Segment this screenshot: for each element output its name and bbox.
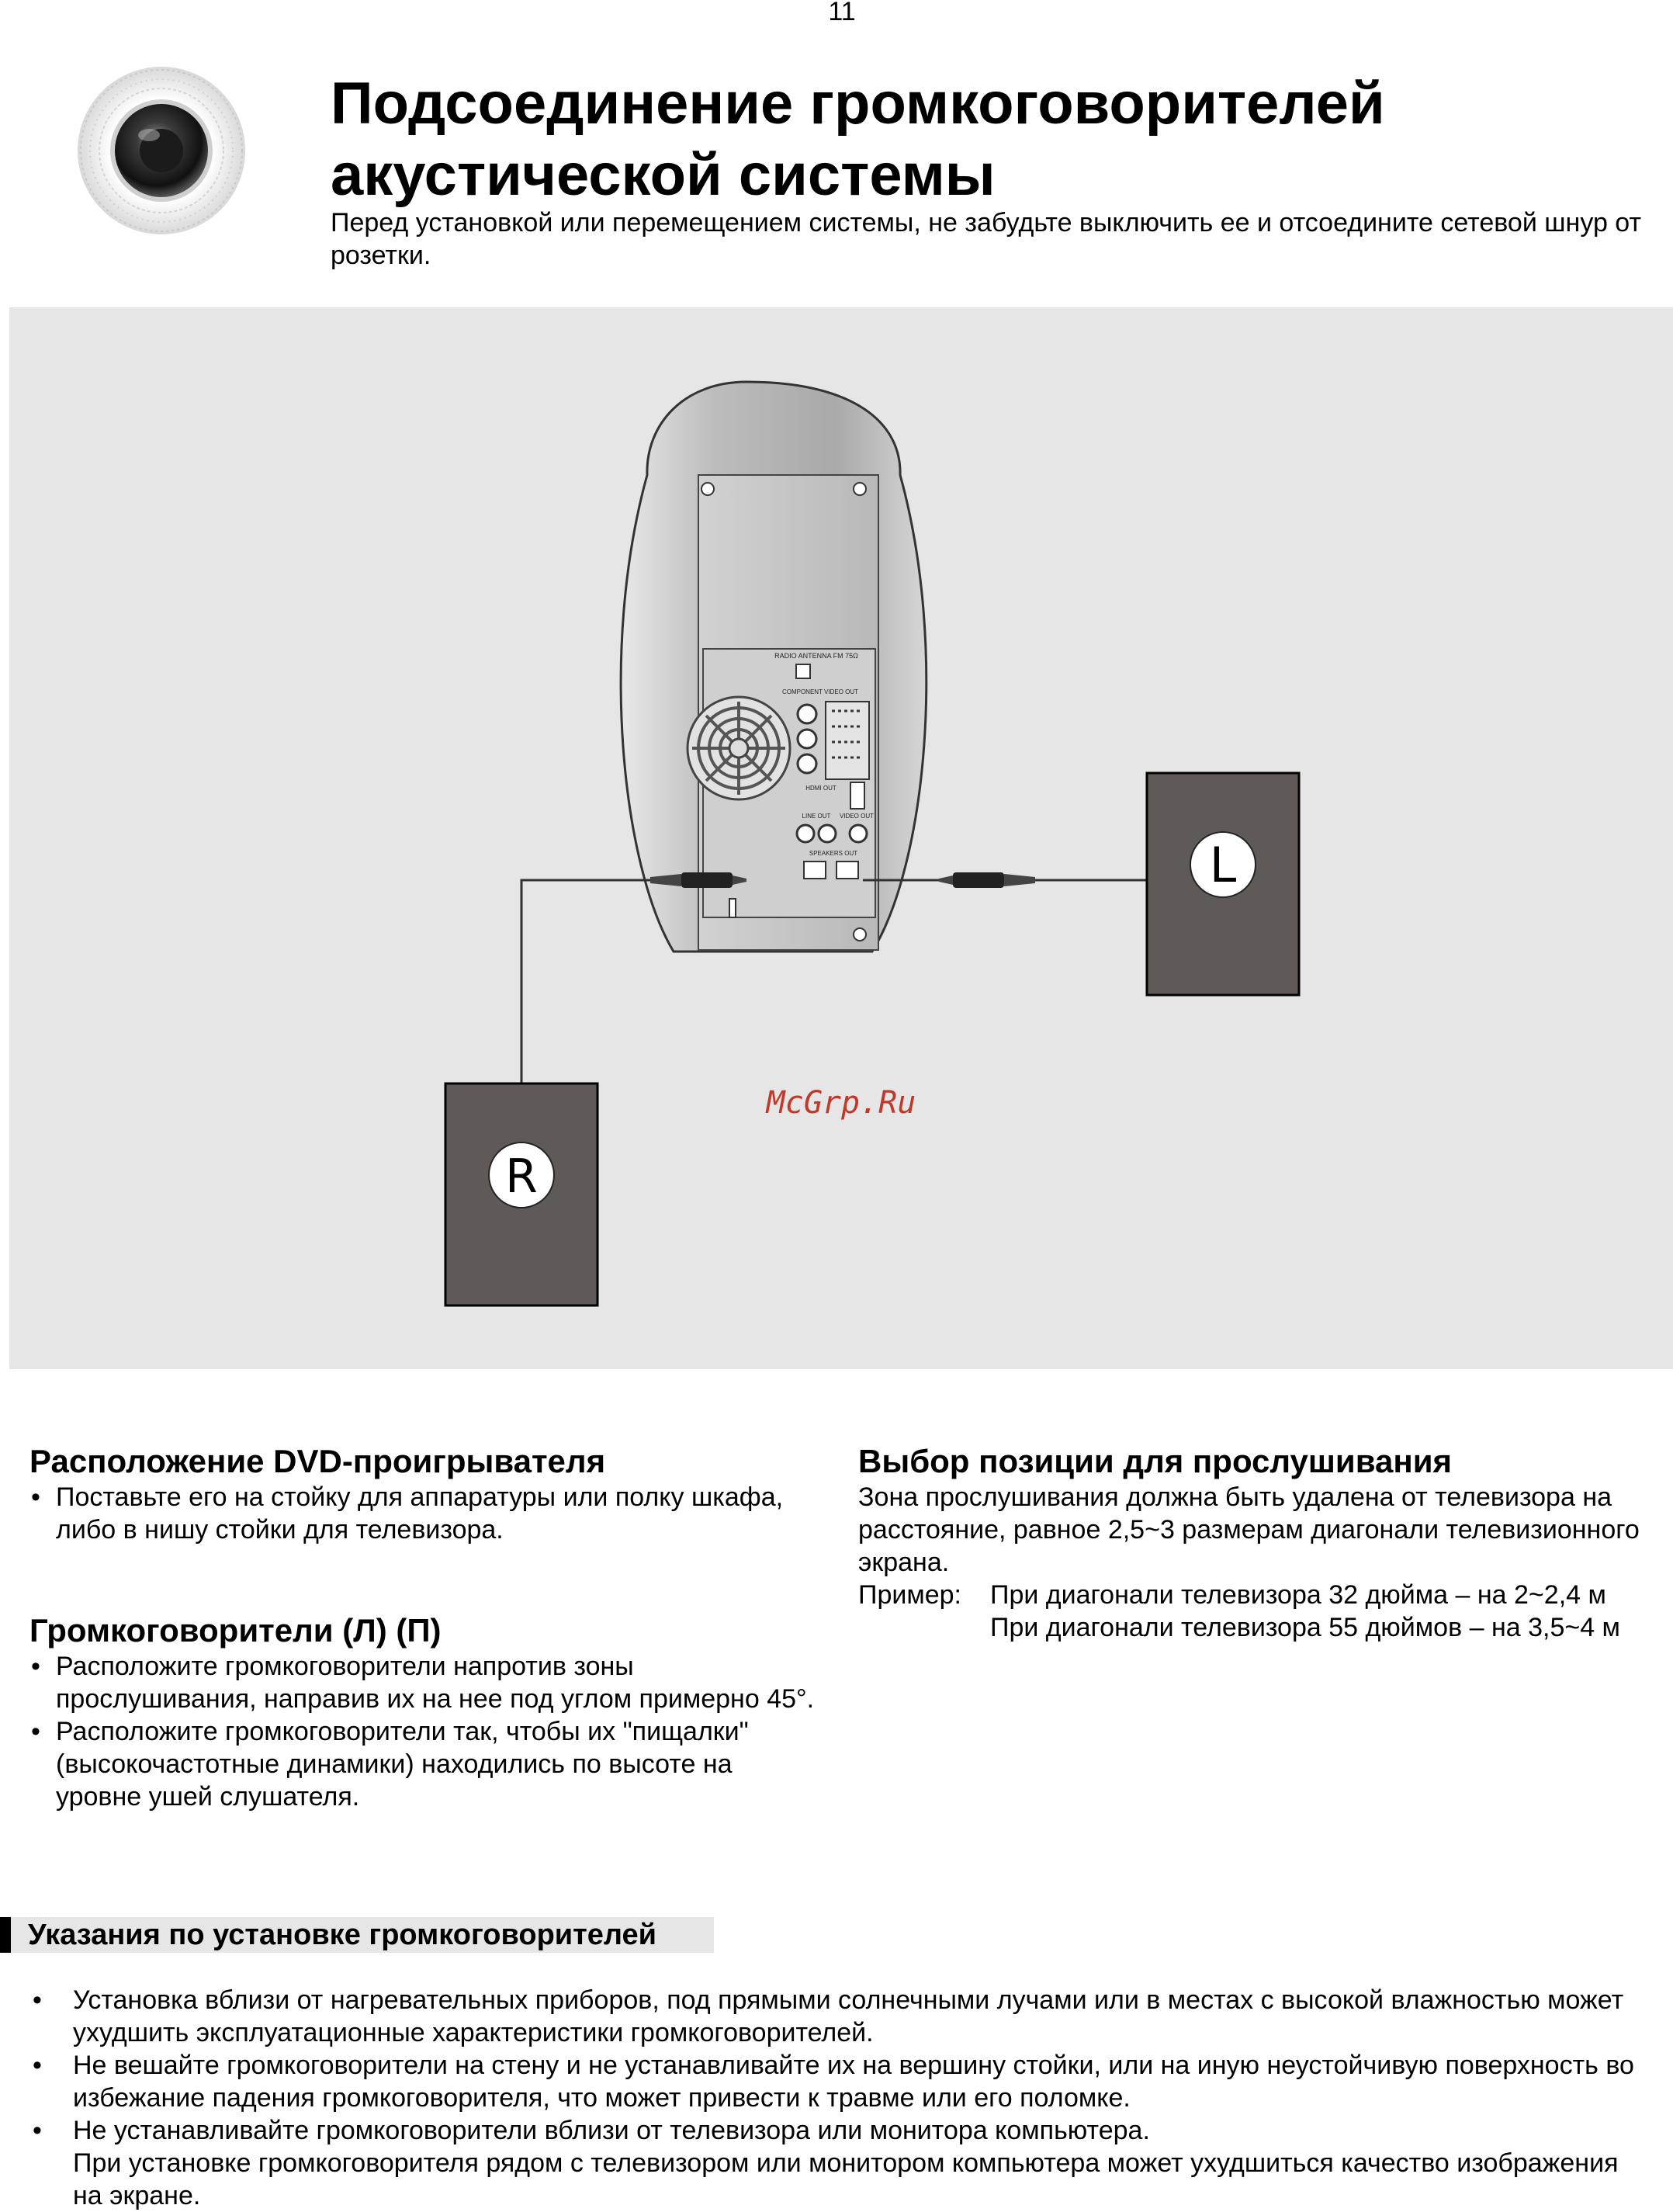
speaker-right-label: R: [505, 1149, 538, 1204]
connection-diagram: [9, 307, 1673, 1369]
panel-label-line-out: LINE OUT: [802, 813, 831, 820]
speakers-bullet-2: • Расположите громкоговорители так, чтобы их "пищалки" (высокочастотные динамики) находились по высоте на уровне ушей слушателя.: [29, 1715, 821, 1813]
notes-header-marker: [0, 1917, 11, 1953]
example-line-1: При диагонали телевизора 32 дюйма – на 2~2,4 м: [990, 1580, 1606, 1610]
example-line-2: При диагонали телевизора 55 дюймов – на 3,5~4 м: [990, 1613, 1620, 1642]
cooling-fan-icon: [688, 697, 790, 799]
section-notes: [29, 1984, 1651, 2212]
dvd-player-rear: [621, 382, 927, 952]
notes-header-bar: [0, 1917, 714, 1953]
listening-example: [858, 1579, 1665, 1644]
section-placement: [29, 1442, 805, 1546]
panel-label-antenna: RADIO ANTENNA FM 75Ω: [774, 652, 858, 660]
speakers-heading: Громкоговорители (Л) (П): [29, 1612, 442, 1649]
speaker-right: [445, 1083, 598, 1305]
speakers-bullet-1: • Расположите громкоговорители напротив зоны прослушивания, направив их на нее под углом примерно 45°.: [29, 1650, 821, 1715]
speaker-logo-icon: [74, 64, 248, 237]
watermark: McGrp.Ru: [766, 1085, 916, 1121]
listening-heading: Выбор позиции для прослушивания: [858, 1443, 1453, 1479]
page-title: [331, 68, 1665, 211]
notes-bullet-2: • Не вешайте громкоговорители на стену и не устанавливайте их на вершину стойки, или на иную неустойчивую поверхность во избежание падения громкоговорителя, что может привести к травме или его поломке.: [29, 2049, 1651, 2114]
speaker-left-label: L: [1209, 837, 1237, 893]
notes-bullet-1: • Установка вблизи от нагревательных приборов, под прямыми солнечными лучами или в местах с высокой влажностью может ухудшить эксплуатационные характеристики громкоговорителей.: [29, 1984, 1651, 2049]
page-number: 11: [828, 0, 856, 26]
speaker-left: [1147, 773, 1299, 995]
title-line-2: акустической системы: [331, 142, 996, 208]
panel-label-hdmi: HDMI OUT: [805, 785, 836, 792]
title-line-1: Подсоединение громкоговорителей: [331, 71, 1385, 137]
panel-label-component: COMPONENT VIDEO OUT: [781, 688, 859, 695]
listening-text: Зона прослушивания должна быть удалена от телевизора на расстояние, равное 2,5~3 размерам диагонали телевизионного экрана.: [858, 1482, 1640, 1577]
notes-bullet-3: [29, 2114, 1651, 2212]
notes-bullet-3-line-2: При установке громкоговорителя рядом с телевизором или монитором компьютера может ухудшиться качество изображения на экране.: [73, 2148, 1619, 2210]
placement-bullet: • Поставьте его на стойку для аппаратуры или полку шкафа, либо в нишу стойки для телевизора.: [29, 1481, 805, 1546]
example-label: Пример:: [858, 1580, 961, 1610]
placement-heading: Расположение DVD-проигрывателя: [29, 1443, 606, 1479]
panel-label-video-out: VIDEO OUT: [839, 813, 875, 820]
subtitle: Перед установкой или перемещением системы, не забудьте выключить ее и отсоедините сетевой шнур от розетки.: [331, 208, 1642, 270]
component-jacks: [798, 702, 869, 779]
panel-label-speakers: SPEAKERS OUT: [809, 850, 858, 857]
section-speakers: [29, 1611, 821, 1813]
notes-heading: Указания по установке громкоговорителей: [28, 1919, 657, 1951]
notes-bullet-3-line-1: Не устанавливайте громкоговорители вблизи от телевизора или монитора компьютера.: [73, 2116, 1150, 2145]
section-listening-position: [858, 1442, 1665, 1644]
